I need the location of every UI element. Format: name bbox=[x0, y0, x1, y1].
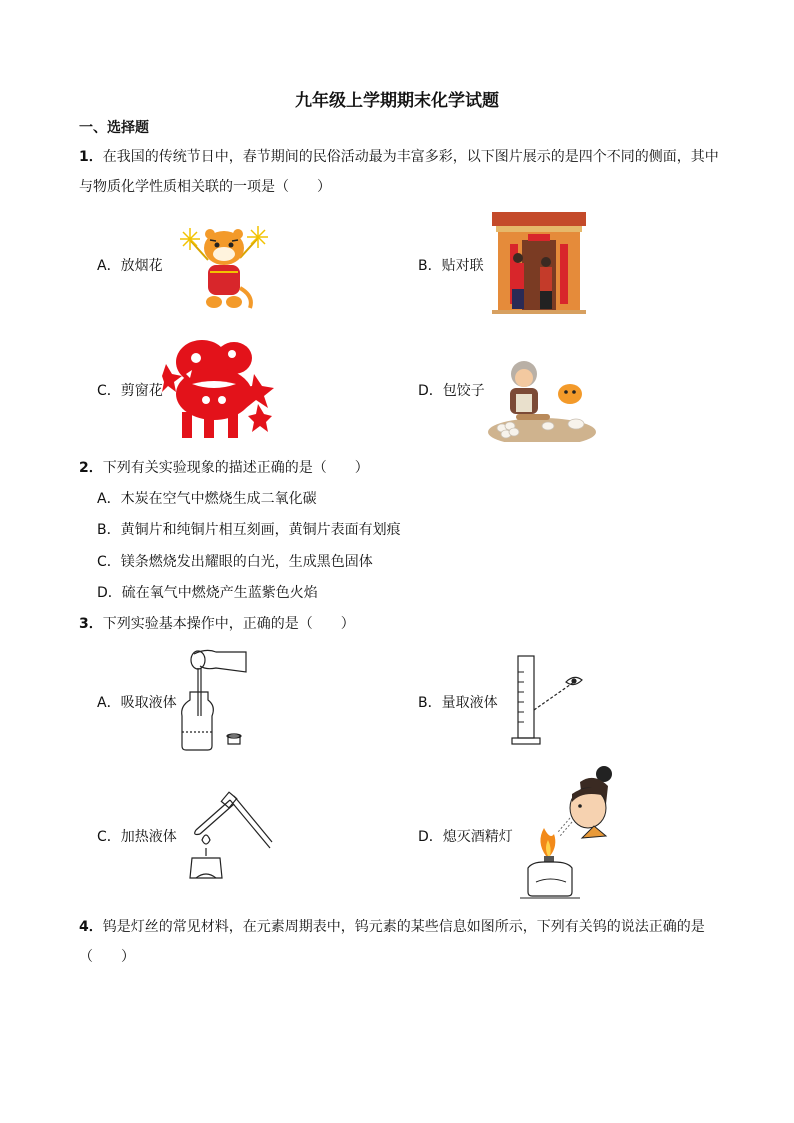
question-4 bbox=[79, 916, 705, 936]
option-a[interactable]: A．吸取液体 bbox=[97, 695, 177, 711]
graduated-cylinder-image bbox=[508, 652, 586, 746]
question-number: 1． bbox=[79, 149, 103, 165]
option-a[interactable]: A．木炭在空气中燃烧生成二氧化碳 bbox=[97, 491, 317, 507]
paper-cut-image bbox=[162, 334, 274, 440]
option-c[interactable]: C．镁条燃烧发出耀眼的白光，生成黑色固体 bbox=[97, 554, 373, 570]
option-b[interactable]: B．量取液体 bbox=[418, 695, 498, 711]
question-number: 3． bbox=[79, 616, 103, 632]
question-4-line-2: （ ） bbox=[79, 949, 135, 965]
heating-tube-image bbox=[184, 790, 274, 884]
question-2 bbox=[79, 457, 369, 477]
question-text: 钨是灯丝的常见材料，在元素周期表中，钨元素的某些信息如图所示，下列有关钨的说法正确的是 bbox=[102, 919, 705, 935]
section-heading: 一、选择题 bbox=[79, 120, 149, 136]
option-b[interactable]: B．黄铜片和纯铜片相互刻画，黄铜片表面有划痕 bbox=[97, 522, 401, 538]
couplet-door-image bbox=[492, 210, 586, 314]
question-number: 4． bbox=[79, 919, 103, 935]
blow-out-lamp-image bbox=[520, 764, 612, 902]
question-text: 在我国的传统节日中，春节期间的民俗活动最为丰富多彩，以下图片展示的是四个不同的侧面，其中 bbox=[102, 149, 719, 165]
option-c[interactable]: C．剪窗花 bbox=[97, 383, 163, 399]
option-d[interactable]: D．熄灭酒精灯 bbox=[418, 829, 513, 845]
question-1-line-2: 与物质化学性质相关联的一项是（ ） bbox=[79, 179, 331, 195]
dumpling-making-image bbox=[488, 356, 596, 442]
option-b[interactable]: B．贴对联 bbox=[418, 258, 484, 274]
tiger-fireworks-image bbox=[180, 210, 268, 318]
option-d[interactable]: D．硫在氧气中燃烧产生蓝紫色火焰 bbox=[97, 585, 318, 601]
question-1 bbox=[79, 146, 719, 166]
option-d[interactable]: D．包饺子 bbox=[418, 383, 485, 399]
question-text: 下列实验基本操作中，正确的是（ ） bbox=[102, 616, 355, 632]
dropper-image bbox=[176, 646, 248, 752]
option-c[interactable]: C．加热液体 bbox=[97, 829, 177, 845]
option-a[interactable]: A．放烟花 bbox=[97, 258, 163, 274]
page-title: 九年级上学期期末化学试题 bbox=[295, 91, 499, 111]
question-3 bbox=[79, 613, 355, 633]
question-number: 2． bbox=[79, 460, 103, 476]
question-text: 下列有关实验现象的描述正确的是（ ） bbox=[102, 460, 369, 476]
